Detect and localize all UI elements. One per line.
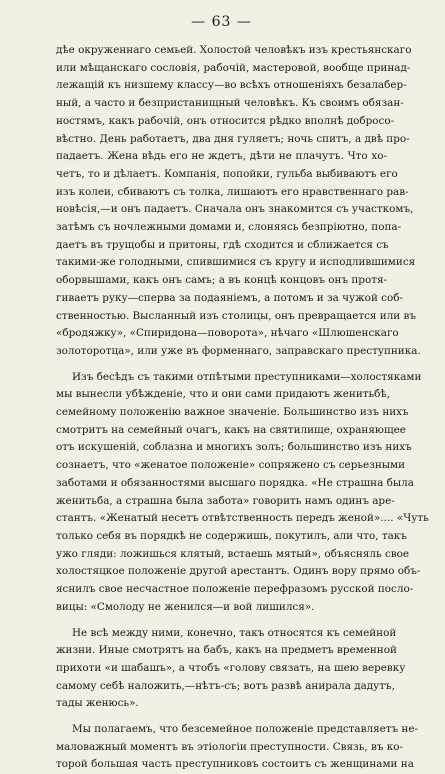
text-line: Не всѣ между ними, конечно, такъ относятся къ семейной	[72, 626, 397, 639]
text-line: затѣмъ съ ночлежными домами и, слоняясь безпріютно, попа-	[56, 221, 402, 234]
paragraph-4	[56, 721, 419, 774]
text-line: самому себѣ наложить,—нѣтъ-съ; вотъ развѣ анирала дадутъ,	[56, 679, 395, 692]
text-line: лежащій къ низшему классу—во всѣхъ отношеніяхъ безалабер-	[56, 79, 407, 92]
text-line: оборвышами, какъ онъ самъ; а въ концѣ концовъ онъ протя-	[56, 274, 388, 287]
text-line: отъ искушеній, соблазна и многихъ золъ; большинство изъ нихъ	[56, 441, 412, 454]
text-line: вѣстно. День работаетъ, два дня гуляетъ; ночь спитъ, а двѣ про-	[56, 132, 410, 145]
text-line: холостяцкое положеніе другой арестантъ. Одинъ вору прямо объ-	[56, 565, 421, 578]
text-line: Мы полагаемъ, что безсемейное положеніе представляетъ не-	[72, 723, 419, 736]
text-line: золоторотца», или уже въ форменнаго, заправскаго преступника.	[56, 344, 421, 357]
text-line: заботами и обязанностями высшаго порядка. «Не страшна была	[56, 476, 414, 489]
text-line: яснилъ свое несчастное положеніе перефразомъ русской посло-	[56, 583, 414, 596]
paragraph-3	[56, 625, 406, 714]
text-line: новѣсія,—и онъ падаетъ. Сначала онъ знакомится съ участкомъ,	[56, 203, 414, 216]
text-line: изъ колеи, сбиваютъ съ толка, лишаютъ его нравственнаго рав-	[56, 185, 409, 198]
text-line: сознаетъ, что «женатое положеніе» сопряжено съ серьезными	[56, 459, 406, 472]
text-line: маловажный моментъ въ этіологіи преступности. Связь, въ ко-	[56, 740, 404, 753]
text-line: ный, а часто и безпристанищный человѣкъ. Къ своимъ обязан-	[56, 97, 404, 110]
text-line: прихоти «и шабашъ», а чтобъ «голову связать, на шею веревку	[56, 661, 406, 674]
text-line: жизни. Иные смотрятъ на бабъ, какъ на предметъ временной	[56, 644, 397, 657]
text-line: мы вынесли убѣжденіе, что и они сами придаютъ женитьбѣ,	[56, 388, 390, 401]
text-line: тады женюсь».	[56, 697, 139, 710]
paragraph-2	[56, 369, 429, 617]
text-line: или мѣщанскаго сословія, рабочій, мастеровой, вообще принад-	[56, 61, 411, 74]
text-line: только себя въ порядкѣ не содержишь, покутилъ, али что, такъ	[56, 529, 407, 542]
text-line: даетъ въ трущобы и притоны, гдѣ сходится и сближается съ	[56, 238, 389, 251]
text-line: такими-же голодными, спившимися съ кругу и исподлившимися	[56, 256, 416, 269]
page-number: — 63 —	[191, 14, 252, 30]
text-line: четъ, то и дѣлаетъ. Компанія, попойки, гульба выбиваютъ его	[56, 167, 398, 180]
text-line: «бродяжку», «Спиридона—поворота», нѣчаго «Шлюшенскаго	[56, 327, 399, 340]
text-line: ностямъ, какъ рабочій, онъ относится рѣдко вполнѣ добросо-	[56, 114, 395, 127]
text-line: стантъ. «Женатый несетъ отвѣтственность передъ женой».... «Чуть	[56, 512, 429, 525]
paragraph-1	[56, 42, 421, 361]
text-line: падаетъ. Жена вѣдь его не ждетъ, дѣти не плачутъ. Что хо-	[56, 150, 387, 163]
text-line: смотритъ на семейный очагъ, какъ на святилище, охраняющее	[56, 423, 406, 436]
text-line: вицы: «Смолоду не женился—и вой лишился».	[56, 600, 315, 613]
text-line: дѣе окруженнаго семьей. Холостой человѣкъ изъ крестьянскаго	[56, 44, 412, 56]
text-line: гиваетъ руку—сперва за подаяніемъ, а потомъ и за чужой соб-	[56, 291, 404, 304]
text-line: женитьба, а страшна была забота» говорить намъ одинъ аре-	[56, 494, 395, 507]
text-line: торой большая часть преступниковъ состоитъ съ женщинами на	[56, 758, 414, 771]
text-line: Изъ бесѣдъ съ такими отпѣтыми преступниками—холостяками	[72, 370, 422, 383]
text-line: семейному положенію важное значеніе. Большинство изъ нихъ	[56, 406, 409, 419]
text-line: ужо гляди: ложишься клятый, встаешь мятый», объясняль свое	[56, 547, 410, 560]
text-line: ственностью. Высланный изъ столицы, онъ превращается или въ	[56, 309, 416, 322]
